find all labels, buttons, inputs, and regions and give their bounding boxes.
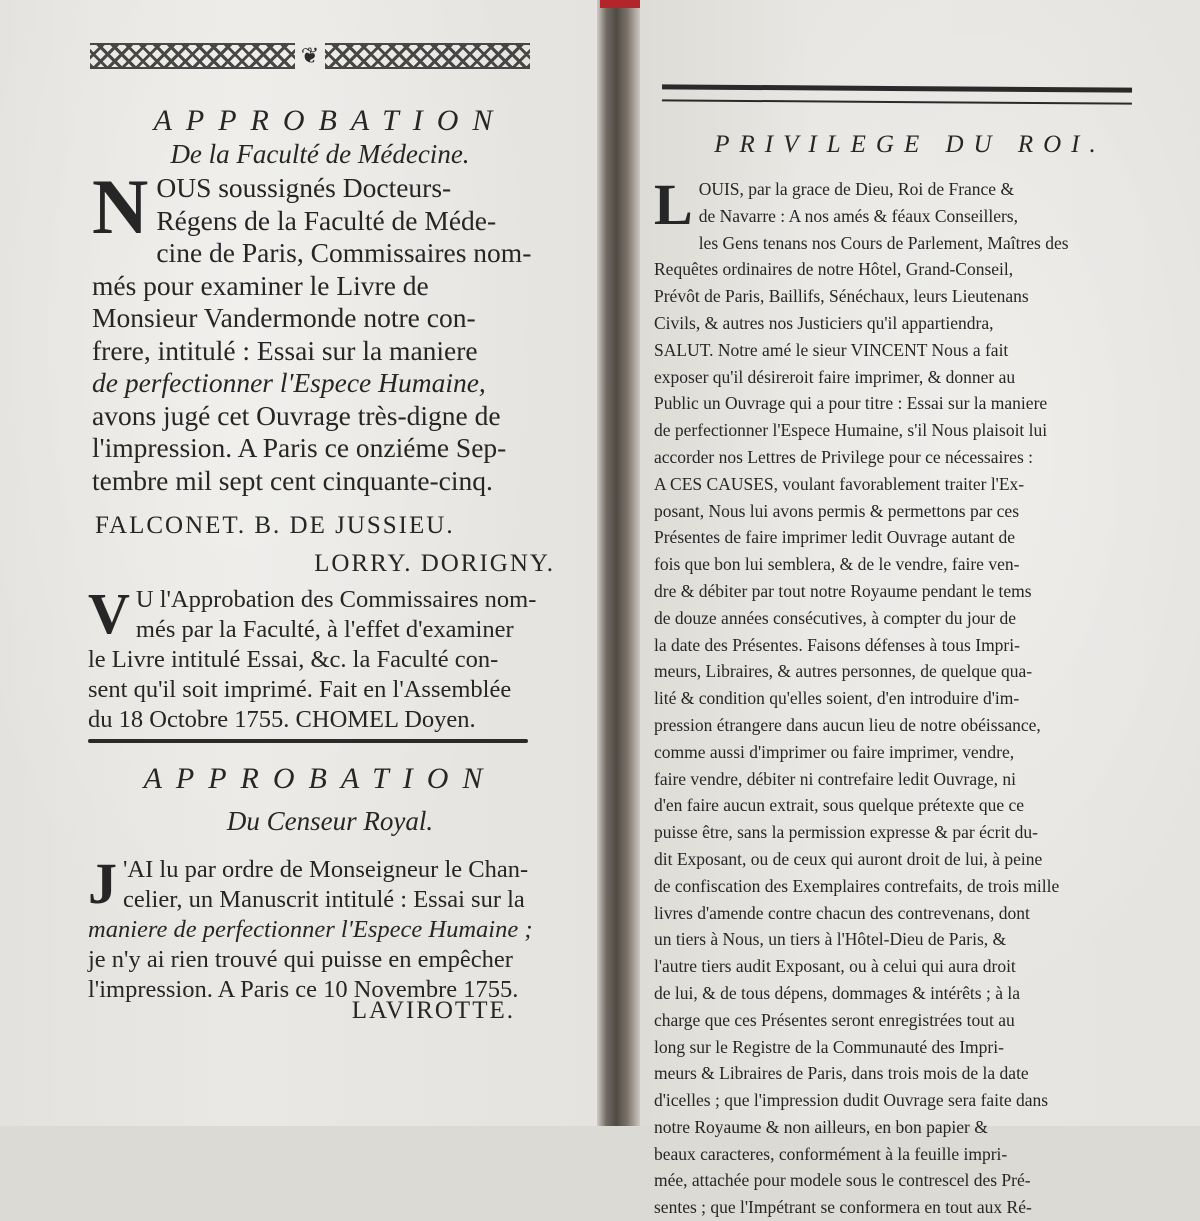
section-subtitle-faculty: De la Faculté de Médecine. [170, 139, 470, 169]
faculty-approbation-text: N OUS soussignés Docteurs- Régens de la Faculté de Méde- cine de Paris, Commissaires nom- més pour examiner le Livre de Monsieur Vandermonde notre con- frere, intitulé : Essai sur la maniere de perfectionner l'Espece Humaine, avons jugé cet Ouvrage très-digne de l'impression. A Paris ce onziéme Sep- tembre mil sept cent cinquante-cinq. [92, 163, 532, 496]
dropcap-n: N [92, 163, 149, 250]
privilege-title: PRIVILEGE DU ROI. [714, 131, 1106, 158]
bookmark-ribbon [600, 0, 642, 8]
braided-band-icon [90, 43, 295, 69]
dropcap-l: L [654, 172, 693, 237]
head-double-rule [662, 84, 1132, 104]
section-title-faculty: APPROBATION [153, 104, 507, 137]
section-divider-rule [88, 739, 528, 743]
right-page [640, 0, 1200, 1218]
book-gutter [597, 0, 640, 1126]
privilege-text: L OUIS, par la grace de Dieu, Roi de France & de Navarre : A nos amés & féaux Conseillers, les Gens tenans nos Cours de Parlement, Maîtres des Requêtes ordinaires de notre Hôtel, Grand-Conseil, Prévôt de Paris, Baillifs, Sénéchaux, leurs Lieutenans Civils, & autres nos Justiciers qu'il appartiendra, SALUT. Notre amé le sieur VINCENT Nous a fait exposer qu'il désireroit faire imprimer, & donner au Public un Ouvrage qui a pour titre : Essai sur la maniere de perfectionner l'Espece Humaine, s'il Nous plaisoit lui accorder nos Lettres de Privilege pour ce nécessaires : A CES CAUSES, voulant favorablement traiter l'Ex- posant, Nous lui avons permis & permettons par ces Présentes de faire imprimer ledit Ouvrage autant de fois que bon lui semblera, & de le vendre, faire ven- dre & débiter par tout notre Royaume pendant le tems de douze années consécutives, à compter du jour de la date des Présentes. Faisons défenses à tous Impri- meurs, Libraires, & autres personnes, de quelque qua- lité & condition qu'elles soient, d'en introduire d'im- pression étrangere dans aucun lieu de notre obéissance, comme aussi d'imprimer ou faire imprimer, vendre, faire vendre, débiter ni contrefaire ledit Ouvrage, ni d'en faire aucun extrait, sous quelque prétexte que ce puisse être, sans la permission expresse & par écrit du- dit Exposant, ou de ceux qui auront droit de lui, à peine de confiscation des Exemplaires contrefaits, de trois mille livres d'amende contre chacun des contrevenans, dont un tiers à Nous, un tiers à l'Hôtel-Dieu de Paris, & l'autre tiers audit Exposant, ou à celui qui aura droit de lui, & de tous dépens, dommages & intérêts ; à la charge que ces Présentes seront enregistrées tout au long sur le Registre de la Communauté des Impri- meurs & Libraires de Paris, dans trois mois de la date d'icelles ; que l'impression dudit Ouvrage sera faite dans notre Royaume & non ailleurs, en bon papier & beaux caracteres, conformément à la feuille impri- mée, attachée pour modele sous le contrescel des Pré- sentes ; que l'Impétrant se conformera en tout aux Ré- [654, 172, 1069, 1218]
braided-band-icon [325, 43, 530, 69]
left-page [0, 0, 597, 1126]
dropcap-j: J [88, 851, 117, 916]
dropcap-v: V [88, 581, 130, 646]
section-subtitle-censor: Du Censeur Royal. [226, 806, 434, 836]
fleuron-icon: ❦ [300, 43, 320, 68]
section-title-censor: APPROBATION [143, 762, 497, 795]
head-ornament [90, 42, 530, 70]
censor-signature: LAVIROTTE. [351, 997, 515, 1024]
faculty-consent-text: V U l'Approbation des Commissaires nom- més par la Faculté, à l'effet d'examiner le Livre intitulé Essai, &c. la Faculté con- sent qu'il soit imprimé. Fait en l'Assemblée du 18 Octobre 1755. CHOMEL Doyen. [88, 581, 537, 733]
signatures-row-2: LORRY. DORIGNY. [314, 550, 555, 577]
censor-approbation-text: J 'AI lu par ordre de Monseigneur le Chan- celier, un Manuscrit intitulé : Essai sur la maniere de perfectionner l'Espece Humaine ; je n'y ai rien trouvé qui puisse en empêcher l'impression. A Paris ce 10 Novembre 1755. [88, 851, 533, 1003]
signatures-row-1: FALCONET. B. DE JUSSIEU. [95, 512, 455, 539]
